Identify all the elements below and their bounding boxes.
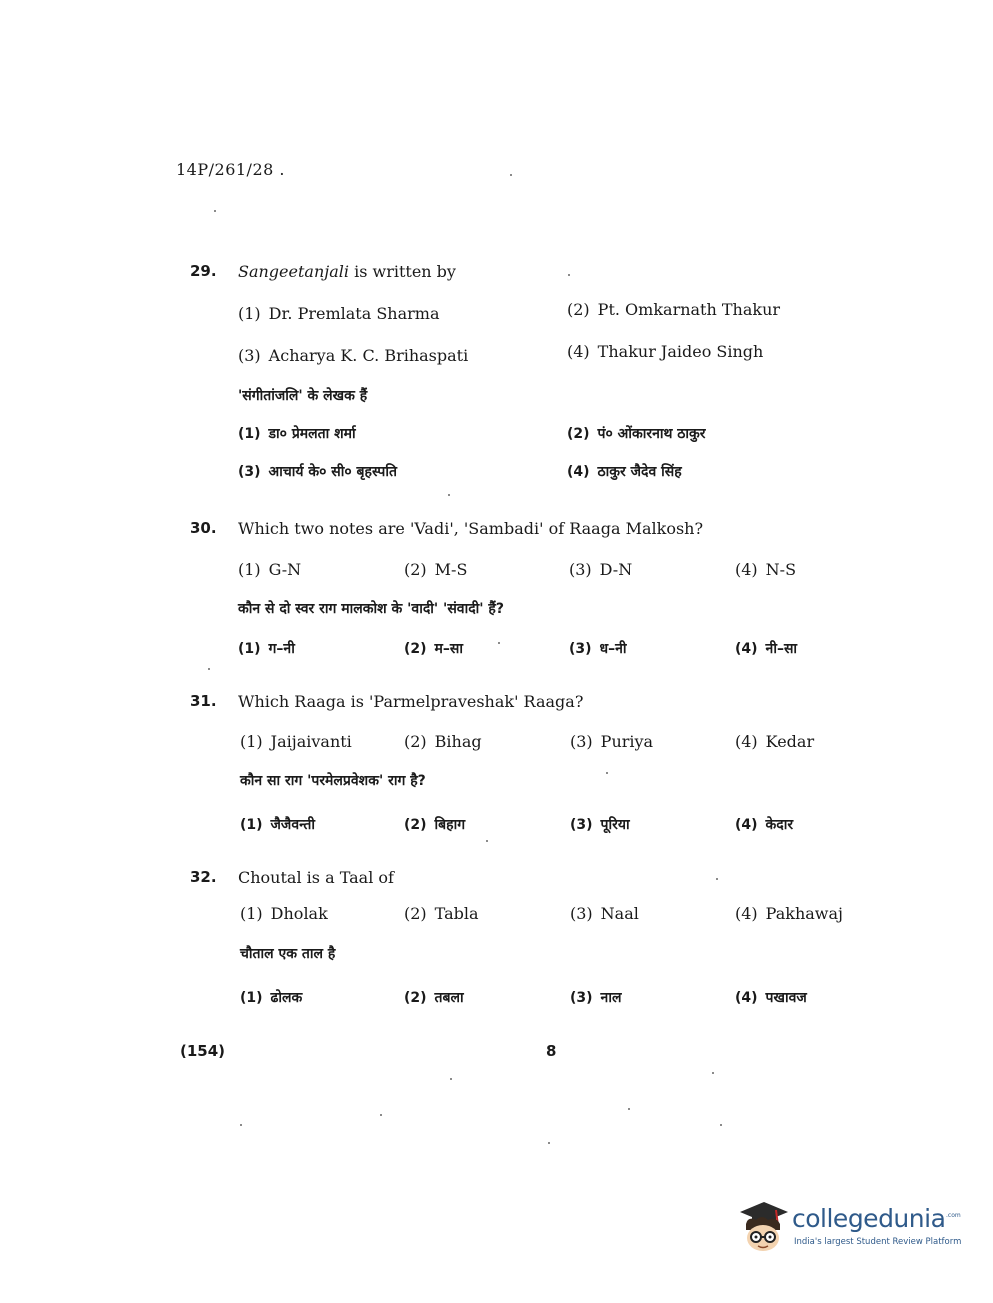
option-hi-4: (4) पखावज [735, 990, 807, 1006]
option-hi-3: (3) ध–नी [569, 641, 627, 657]
option-en-4: (4) Thakur Jaideo Singh [567, 342, 764, 361]
option-hi-2: (2) म–सा [404, 641, 464, 657]
scan-speck [450, 1078, 452, 1080]
question-stem [190, 262, 870, 286]
scan-speck [498, 642, 500, 644]
collegedunia-watermark [734, 1196, 964, 1256]
question-text-hindi: 'संगीतांजलि' के लेखक हैं [238, 388, 368, 404]
question-text: Which Raaga is 'Parmelpraveshak' Raaga? [238, 692, 584, 711]
option-hi-3: (3) आचार्य के० सी० बृहस्पति [238, 464, 397, 480]
option-hi-4: (4) ठाकुर जैदेव सिंह [567, 464, 682, 480]
question-32 [190, 868, 870, 1012]
option-en-1: (1) G-N [238, 560, 302, 579]
options-row-hi [190, 639, 870, 663]
question-text: Choutal is a Taal of [238, 868, 394, 887]
scan-speck [548, 1142, 550, 1144]
option-en-1: (1) Dr. Premlata Sharma [238, 304, 440, 323]
question-text-hindi: कौन से दो स्वर राग मालकोश के 'वादी' 'संवादी' हैं? [238, 601, 504, 617]
options-row-en [190, 300, 870, 328]
option-hi-3: (3) पूरिया [570, 817, 630, 833]
booklet-code: (154) [180, 1042, 226, 1060]
options-row-hi [190, 462, 870, 486]
scan-speck [448, 494, 450, 496]
options-row-en [190, 560, 870, 584]
scan-speck [208, 668, 210, 670]
option-hi-1: (1) जैजैवन्ती [240, 817, 316, 833]
option-en-3: (3) D-N [569, 560, 633, 579]
option-hi-3: (3) नाल [570, 990, 622, 1006]
question-31 [190, 692, 870, 839]
question-text-italic: Sangeetanjali [238, 262, 349, 281]
question-text [238, 262, 456, 281]
option-en-2: (2) Bihag [404, 732, 482, 751]
options-row-en [190, 342, 870, 370]
scan-speck [568, 274, 570, 276]
option-hi-4: (4) केदार [735, 817, 794, 833]
brand-dotcom: .com [946, 1212, 961, 1219]
option-hi-2: (2) पं० ओंकारनाथ ठाकुर [567, 426, 706, 442]
question-text-rest: is written by [349, 262, 456, 281]
scan-speck [606, 772, 608, 774]
scan-speck [510, 174, 512, 176]
question-text-hindi: चौताल एक ताल है [240, 946, 336, 962]
option-en-1: (1) Dholak [240, 904, 328, 923]
page-code: 14P/261/28 . [176, 160, 285, 179]
option-hi-1: (1) ढोलक [240, 990, 303, 1006]
option-hi-1: (1) डा० प्रेमलता शर्मा [238, 426, 356, 442]
option-hi-2: (2) बिहाग [404, 817, 466, 833]
scan-speck [720, 1124, 722, 1126]
options-row-en [190, 732, 870, 756]
question-number: 32. [190, 868, 217, 886]
question-stem [190, 519, 870, 543]
option-en-2: (2) M-S [404, 560, 468, 579]
graduate-mascot-icon [734, 1196, 790, 1256]
option-en-2: (2) Tabla [404, 904, 479, 923]
scan-speck [486, 840, 488, 842]
question-number: 30. [190, 519, 217, 537]
option-en-4: (4) Pakhawaj [735, 904, 843, 923]
options-row-hi [190, 988, 870, 1012]
scan-speck [240, 1124, 242, 1126]
question-text-hindi: कौन सा राग 'परमेलप्रवेशक' राग है? [240, 773, 426, 789]
option-hi-1: (1) ग–नी [238, 641, 295, 657]
options-row-hi [190, 815, 870, 839]
options-row-hi [190, 424, 870, 448]
question-number: 31. [190, 692, 217, 710]
options-row-en [190, 904, 870, 928]
option-en-4: (4) Kedar [735, 732, 815, 751]
scan-speck [214, 210, 216, 212]
option-en-4: (4) N-S [735, 560, 797, 579]
question-stem [190, 692, 870, 716]
option-en-3: (3) Acharya K. C. Brihaspati [238, 346, 469, 365]
scan-speck [628, 1108, 630, 1110]
scan-speck [380, 1114, 382, 1116]
option-hi-2: (2) तबला [404, 990, 464, 1006]
option-hi-4: (4) नी–सा [735, 641, 798, 657]
brand-name: collegedunia [792, 1204, 946, 1233]
option-en-1: (1) Jaijaivanti [240, 732, 352, 751]
page-number: 8 [546, 1042, 557, 1060]
option-en-2: (2) Pt. Omkarnath Thakur [567, 300, 781, 319]
scan-speck [712, 1072, 714, 1074]
option-en-3: (3) Naal [570, 904, 639, 923]
question-29 [190, 262, 870, 486]
scan-speck [716, 878, 718, 880]
question-stem [190, 868, 870, 892]
question-number: 29. [190, 262, 217, 280]
question-text: Which two notes are 'Vadi', 'Sambadi' of Raaga Malkosh? [238, 519, 704, 538]
question-30 [190, 519, 870, 663]
option-en-3: (3) Puriya [570, 732, 654, 751]
brand-tagline: India's largest Student Review Platform [794, 1237, 962, 1247]
